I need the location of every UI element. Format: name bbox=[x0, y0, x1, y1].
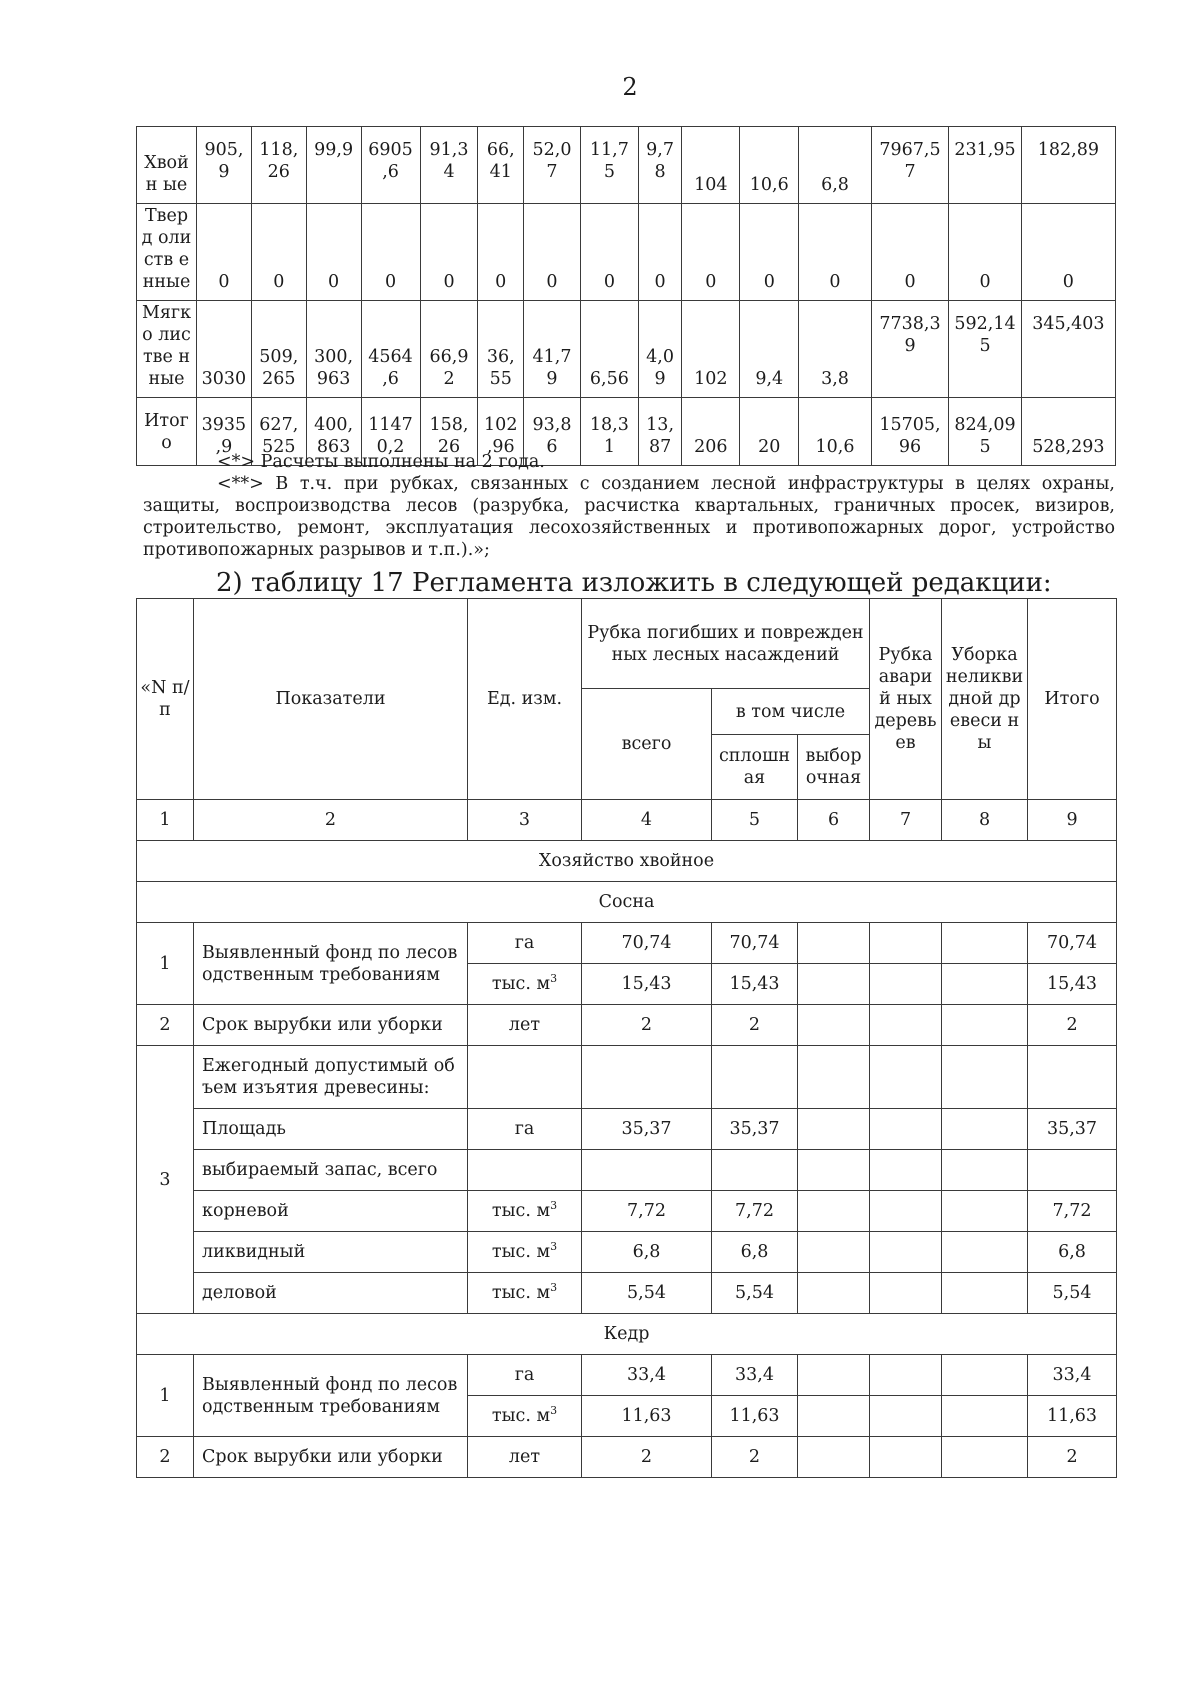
value-cell: 20 bbox=[740, 398, 799, 466]
value-all bbox=[582, 1046, 712, 1109]
value-cleanup bbox=[942, 1046, 1028, 1109]
value-clear: 6,8 bbox=[712, 1232, 798, 1273]
unit-cell: га bbox=[468, 1109, 582, 1150]
value-cell: 0 bbox=[799, 204, 871, 301]
value-emergency bbox=[870, 1150, 942, 1191]
value-clear: 2 bbox=[712, 1437, 798, 1478]
value-all bbox=[582, 1150, 712, 1191]
table-row bbox=[137, 301, 1116, 398]
value-cell: 231,95 bbox=[949, 127, 1021, 204]
unit-text: тыс. м bbox=[491, 974, 551, 994]
value-cell: 4564 ,6 bbox=[361, 301, 420, 398]
footnotes bbox=[143, 451, 1115, 561]
value-cleanup bbox=[942, 1005, 1028, 1046]
value-cell: 6,8 bbox=[799, 127, 871, 204]
value-all: 5,54 bbox=[582, 1273, 712, 1314]
value-total: 6,8 bbox=[1028, 1232, 1117, 1273]
value-clear: 11,63 bbox=[712, 1396, 798, 1437]
value-selective bbox=[798, 1109, 870, 1150]
value-cell: 905, 9 bbox=[197, 127, 252, 204]
row-num: 2 bbox=[137, 1005, 194, 1046]
value-total bbox=[1028, 1150, 1117, 1191]
unit-cell bbox=[468, 1232, 582, 1273]
column-number: 1 bbox=[137, 800, 194, 841]
value-cell: 300, 963 bbox=[306, 301, 361, 398]
value-clear bbox=[712, 1150, 798, 1191]
value-cell: 102 bbox=[682, 301, 740, 398]
unit-text: тыс. м bbox=[491, 1201, 551, 1221]
value-cleanup bbox=[942, 1150, 1028, 1191]
header-total-all: всего bbox=[582, 689, 712, 800]
value-cell: 11,7 5 bbox=[580, 127, 638, 204]
value-cell: 0 bbox=[682, 204, 740, 301]
column-number: 4 bbox=[582, 800, 712, 841]
value-cell: 3030 bbox=[197, 301, 252, 398]
value-cell: 52,0 7 bbox=[524, 127, 581, 204]
column-number: 8 bbox=[942, 800, 1028, 841]
row-label: Итого bbox=[137, 398, 197, 466]
value-cell: 99,9 bbox=[306, 127, 361, 204]
value-cell: 3935 ,9 bbox=[197, 398, 252, 466]
table-row bbox=[137, 1191, 1117, 1232]
row-label: Выявленный фонд по лесоводственным требованиям bbox=[194, 923, 468, 1005]
value-cell: 36, 55 bbox=[478, 301, 524, 398]
row-label: ликвидный bbox=[194, 1232, 468, 1273]
header-selective: выбор очная bbox=[798, 735, 870, 800]
value-cell: 0 bbox=[524, 204, 581, 301]
value-cleanup bbox=[942, 1191, 1028, 1232]
row-label: Выявленный фонд по лесоводственным требованиям bbox=[194, 1355, 468, 1437]
value-cell: 0 bbox=[478, 204, 524, 301]
value-total: 70,74 bbox=[1028, 923, 1117, 964]
value-cell: 0 bbox=[871, 204, 949, 301]
value-clear: 7,72 bbox=[712, 1191, 798, 1232]
unit-cell bbox=[468, 1046, 582, 1109]
header-cleanup: Уборка неликви дной древеси ны bbox=[942, 599, 1028, 800]
column-number: 3 bbox=[468, 800, 582, 841]
column-number: 2 bbox=[194, 800, 468, 841]
value-total: 33,4 bbox=[1028, 1355, 1117, 1396]
value-cell: 118, 26 bbox=[251, 127, 306, 204]
value-cell: 91,3 4 bbox=[420, 127, 478, 204]
value-cell: 158, 26 bbox=[420, 398, 478, 466]
value-selective bbox=[798, 1437, 870, 1478]
row-label: Ежегодный допустимый объем изъятия древесины: bbox=[194, 1046, 468, 1109]
value-cell: 102 ,96 bbox=[478, 398, 524, 466]
value-cell: 0 bbox=[361, 204, 420, 301]
header-including: в том числе bbox=[712, 689, 870, 735]
value-all: 70,74 bbox=[582, 923, 712, 964]
value-cell: 66, 41 bbox=[478, 127, 524, 204]
page-number: 2 bbox=[622, 73, 638, 101]
value-cleanup bbox=[942, 964, 1028, 1005]
value-cleanup bbox=[942, 1232, 1028, 1273]
table-row bbox=[137, 1005, 1117, 1046]
table-row bbox=[137, 1273, 1117, 1314]
column-number: 5 bbox=[712, 800, 798, 841]
value-cell: 592,14 5 bbox=[949, 301, 1021, 398]
value-cleanup bbox=[942, 1273, 1028, 1314]
value-emergency bbox=[870, 1046, 942, 1109]
value-emergency bbox=[870, 1437, 942, 1478]
value-clear: 70,74 bbox=[712, 923, 798, 964]
value-selective bbox=[798, 1232, 870, 1273]
value-emergency bbox=[870, 1396, 942, 1437]
table-row bbox=[137, 1046, 1117, 1109]
header-clear: сплошн ая bbox=[712, 735, 798, 800]
header-num: «N п/п bbox=[137, 599, 194, 800]
value-cell: 10,6 bbox=[740, 127, 799, 204]
unit-cell: га bbox=[468, 1355, 582, 1396]
value-cell: 9,4 bbox=[740, 301, 799, 398]
row-label: Площадь bbox=[194, 1109, 468, 1150]
row-label: Мягко листве нные bbox=[137, 301, 197, 398]
value-cell: 206 bbox=[682, 398, 740, 466]
value-cell: 13, 87 bbox=[638, 398, 681, 466]
row-num: 2 bbox=[137, 1437, 194, 1478]
unit-cell bbox=[468, 964, 582, 1005]
value-selective bbox=[798, 1355, 870, 1396]
value-selective bbox=[798, 1191, 870, 1232]
table-row bbox=[137, 923, 1117, 964]
value-clear: 15,43 bbox=[712, 964, 798, 1005]
unit-sup: 3 bbox=[550, 1404, 558, 1418]
value-all: 2 bbox=[582, 1437, 712, 1478]
value-selective bbox=[798, 1273, 870, 1314]
value-cell: 0 bbox=[306, 204, 361, 301]
value-emergency bbox=[870, 923, 942, 964]
header-total: Итого bbox=[1028, 599, 1117, 800]
footnote-2: <**> В т.ч. при рубках, связанных с созданием лесной инфраструктуры в целях охраны, защиты, воспроизводства лесов (разрубка, расчистка квартальных, граничных просек, визиров, строительство, ремонт, эксплуатация лесохозяйственных и противопожарных дорог, устройство противопожарных разрывов и т.п.).»; bbox=[143, 474, 1115, 560]
value-selective bbox=[798, 964, 870, 1005]
row-num: 1 bbox=[137, 923, 194, 1005]
value-total: 35,37 bbox=[1028, 1109, 1117, 1150]
unit-cell bbox=[468, 1396, 582, 1437]
value-cell: 10,6 bbox=[799, 398, 871, 466]
value-all: 33,4 bbox=[582, 1355, 712, 1396]
value-all: 15,43 bbox=[582, 964, 712, 1005]
value-cell: 66,9 2 bbox=[420, 301, 478, 398]
value-cell: 0 bbox=[420, 204, 478, 301]
value-total: 2 bbox=[1028, 1005, 1117, 1046]
unit-cell: лет bbox=[468, 1005, 582, 1046]
unit-sup: 3 bbox=[550, 972, 558, 986]
row-label: Хвойн ые bbox=[137, 127, 197, 204]
value-cell: 93,8 6 bbox=[524, 398, 581, 466]
header-dead-stands: Рубка погибших и поврежденных лесных насаждений bbox=[582, 599, 870, 689]
value-selective bbox=[798, 1046, 870, 1109]
table-row bbox=[137, 1150, 1117, 1191]
header-unit: Ед. изм. bbox=[468, 599, 582, 800]
column-numbers-row bbox=[137, 800, 1117, 841]
table-row bbox=[137, 1355, 1117, 1396]
header-indicators: Показатели bbox=[194, 599, 468, 800]
species-pine: Сосна bbox=[137, 882, 1117, 923]
value-clear: 35,37 bbox=[712, 1109, 798, 1150]
value-emergency bbox=[870, 1191, 942, 1232]
header-emergency: Рубка аварий ных деревь ев bbox=[870, 599, 942, 800]
table-row bbox=[137, 204, 1116, 301]
value-emergency bbox=[870, 1273, 942, 1314]
value-total bbox=[1028, 1046, 1117, 1109]
value-cell: 509, 265 bbox=[251, 301, 306, 398]
unit-cell: лет bbox=[468, 1437, 582, 1478]
value-cleanup bbox=[942, 1437, 1028, 1478]
unit-sup: 3 bbox=[550, 1199, 558, 1213]
value-total: 5,54 bbox=[1028, 1273, 1117, 1314]
row-num: 3 bbox=[137, 1046, 194, 1314]
table-row bbox=[137, 1232, 1117, 1273]
value-cell: 0 bbox=[197, 204, 252, 301]
table-17 bbox=[136, 598, 1117, 1478]
value-cell: 3,8 bbox=[799, 301, 871, 398]
value-clear bbox=[712, 1046, 798, 1109]
continuation-table bbox=[136, 126, 1116, 466]
value-all: 11,63 bbox=[582, 1396, 712, 1437]
unit-sup: 3 bbox=[550, 1281, 558, 1295]
value-emergency bbox=[870, 1109, 942, 1150]
value-cell: 0 bbox=[251, 204, 306, 301]
value-clear: 5,54 bbox=[712, 1273, 798, 1314]
value-selective bbox=[798, 923, 870, 964]
value-all: 7,72 bbox=[582, 1191, 712, 1232]
value-emergency bbox=[870, 1005, 942, 1046]
column-number: 6 bbox=[798, 800, 870, 841]
value-selective bbox=[798, 1150, 870, 1191]
value-total: 2 bbox=[1028, 1437, 1117, 1478]
unit-cell: га bbox=[468, 923, 582, 964]
value-cleanup bbox=[942, 1109, 1028, 1150]
value-emergency bbox=[870, 964, 942, 1005]
value-cell: 18,3 1 bbox=[580, 398, 638, 466]
value-clear: 2 bbox=[712, 1005, 798, 1046]
table-row bbox=[137, 127, 1116, 204]
unit-cell bbox=[468, 1273, 582, 1314]
value-total: 7,72 bbox=[1028, 1191, 1117, 1232]
value-emergency bbox=[870, 1355, 942, 1396]
row-label: корневой bbox=[194, 1191, 468, 1232]
value-cell: 0 bbox=[1021, 204, 1115, 301]
value-clear: 33,4 bbox=[712, 1355, 798, 1396]
value-cell: 400, 863 bbox=[306, 398, 361, 466]
value-cell: 41,7 9 bbox=[524, 301, 581, 398]
unit-text: тыс. м bbox=[491, 1242, 551, 1262]
value-cell: 6905 ,6 bbox=[361, 127, 420, 204]
value-cleanup bbox=[942, 1355, 1028, 1396]
value-cell: 0 bbox=[949, 204, 1021, 301]
unit-cell bbox=[468, 1191, 582, 1232]
value-all: 6,8 bbox=[582, 1232, 712, 1273]
value-cell: 15705, 96 bbox=[871, 398, 949, 466]
unit-text: тыс. м bbox=[491, 1406, 551, 1426]
row-label: деловой bbox=[194, 1273, 468, 1314]
value-all: 35,37 bbox=[582, 1109, 712, 1150]
table-row bbox=[137, 1437, 1117, 1478]
value-cell: 9,7 8 bbox=[638, 127, 681, 204]
value-cell: 4,0 9 bbox=[638, 301, 681, 398]
value-cell: 7738,3 9 bbox=[871, 301, 949, 398]
value-cell: 7967,5 7 bbox=[871, 127, 949, 204]
value-cell: 0 bbox=[638, 204, 681, 301]
value-cell: 824,09 5 bbox=[949, 398, 1021, 466]
value-emergency bbox=[870, 1232, 942, 1273]
row-label: Срок вырубки или уборки bbox=[194, 1437, 468, 1478]
value-cell: 0 bbox=[740, 204, 799, 301]
value-selective bbox=[798, 1396, 870, 1437]
value-cell: 104 bbox=[682, 127, 740, 204]
value-cleanup bbox=[942, 923, 1028, 964]
column-number: 7 bbox=[870, 800, 942, 841]
column-number: 9 bbox=[1028, 800, 1117, 841]
value-cell: 6,56 bbox=[580, 301, 638, 398]
unit-sup: 3 bbox=[550, 1240, 558, 1254]
value-cell: 1147 0,2 bbox=[361, 398, 420, 466]
value-cell: 528,293 bbox=[1021, 398, 1115, 466]
row-label: Тверд олиств енные bbox=[137, 204, 197, 301]
unit-cell bbox=[468, 1150, 582, 1191]
footnote-1: <*> Расчеты выполнены на 2 года. bbox=[217, 452, 545, 472]
value-cell: 627, 525 bbox=[251, 398, 306, 466]
row-label: Срок вырубки или уборки bbox=[194, 1005, 468, 1046]
value-cleanup bbox=[942, 1396, 1028, 1437]
value-cell: 182,89 bbox=[1021, 127, 1115, 204]
row-num: 1 bbox=[137, 1355, 194, 1437]
species-cedar: Кедр bbox=[137, 1314, 1117, 1355]
value-selective bbox=[798, 1005, 870, 1046]
value-total: 11,63 bbox=[1028, 1396, 1117, 1437]
table-row bbox=[137, 1109, 1117, 1150]
value-cell: 0 bbox=[580, 204, 638, 301]
value-cell: 345,403 bbox=[1021, 301, 1115, 398]
value-all: 2 bbox=[582, 1005, 712, 1046]
value-total: 15,43 bbox=[1028, 964, 1117, 1005]
section-title: 2) таблицу 17 Регламента изложить в следующей редакции: bbox=[216, 568, 1052, 598]
row-label: выбираемый запас, всего bbox=[194, 1150, 468, 1191]
unit-text: тыс. м bbox=[491, 1283, 551, 1303]
section-conifer: Хозяйство хвойное bbox=[137, 841, 1117, 882]
